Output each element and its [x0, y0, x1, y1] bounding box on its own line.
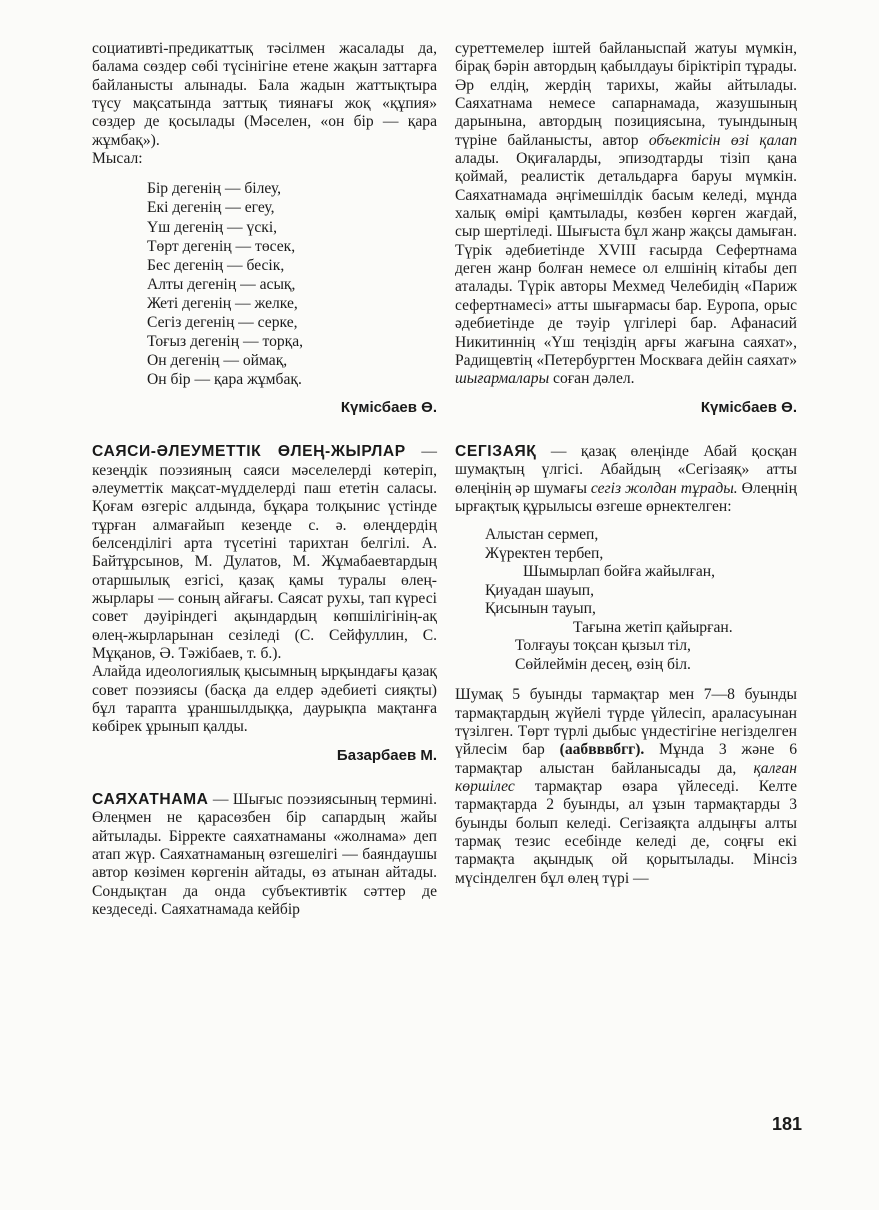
poem-line: Тағына жетіп қайырған. [573, 618, 733, 636]
example-verse [147, 179, 437, 389]
verse-line: Бес дегенің — бесік, [147, 256, 285, 274]
entry-body: — кезеңдік поэзияның саяси мәселелерді көтеріп, әлеуметтік мақсат-мүдделерді паш ететін саласы. Қоғам өзгеріс алдында, бұқара толқынис үстінде тұрған алмағайып кезеңде с. ә. өлеңдердің белсенділігі арта түсетіні тарихтан белгілі. А. Байтұрсынов, М. Дулатов, М. Жұмабаевтардың отаршылық езгісі, қазақ қамы туралы өлең-жырлары — соның айғағы. Саясат рухы, тап күресі совет дәуіріндегі ақындардың көпшілігінің-ақ өлең-жырларынан сезіледі (С. Сейфуллин, С. Мұқанов, Ә. Тәжібаев, т. б.). [92, 443, 437, 663]
right-column [455, 40, 797, 888]
entry-segizaiaq [455, 443, 797, 516]
text-run: — қазақ өлеңінде Абай қосқан шумақтың үлгісі. Абайдың «Сегізаяқ» атты өлеңінің әр шумағы [455, 442, 797, 497]
text-run: соған дәлел. [549, 370, 635, 388]
entry-saiasi-para2: Алайда идеологиялық қысымның ырқындағы қазақ совет поэзиясы (басқа да елдер әдебиеті сияқты) бұл тарапта ұраншылдыққа, даурықпа мақтанға көбірек ұрынып қалды. [92, 663, 437, 736]
entry-heading: САЯСИ-ӘЛЕУМЕТТІК ӨЛЕҢ-ЖЫРЛАР [92, 443, 406, 461]
verse-line: Алты дегенің — асық, [147, 275, 296, 293]
verse-line: Екі дегенің — егеу, [147, 199, 275, 217]
text-run: алады. Оқиғаларды, эпизодтарды тізіп қана қоймай, реалистік детальдарға баруы мүмкін. Саяхатнамада әңгімешілдік басым келеді, мұнда халық өмірі қамтылады, көзбен көрген жағдай, сыр шертіледі. Шығыста бұл жанр жақсы дамыған. Түрік әдебиетінде XVIII ғасырда Сефертнама деген жанр болған немесе ол елшінің кітабы деп аталады. Түрік авторы Мехмед Челебидің «Париж сефертнамесі» атты шығармасы бар. Еуропа, орыс әдебиетінде де тәуір үлгілері бар. Афанасий Никитиннің «Үш теңіздің арғы жағына саяхат», Радищевтің «Петербургтен Москваға дейін саяхат» [455, 150, 797, 369]
text-run: тармақтар өзара үйлеседі. Келте тармақтарда 2 буынды, ал ұзын тармақтарды 3 буынды болып келеді. Сегізаяқта алдыңғы алты тармақ тезис есебінде келеді де, соңғы екі тармақта ақындық ой қорытылады. Мінсіз мүсінделген бұл өлең түрі — [455, 777, 797, 887]
emphasis-text: шығармалары [455, 370, 550, 388]
entry-saiakhatnama-continued [455, 40, 797, 389]
entry-segizaiaq-para2 [455, 686, 797, 888]
entry-saiakhatnama [92, 791, 437, 919]
poem-line: Шымырлап бойға жайылған, [523, 563, 716, 581]
verse-line: Он бір — қара жұмбақ. [147, 370, 302, 388]
entry-heading: САЯХАТНАМА [92, 791, 209, 809]
poem-line: Алыстан сермеп, [485, 526, 599, 544]
emphasis-text: объектісін өзі қалап [648, 131, 798, 149]
entry-body: — Шығыс поэзиясының термині. Өлеңмен не қарасөзбен бір сапардың жайы айтылады. Бірректе саяхатнаманы «жолнама» деп атап жүр. Саяхатнаманың өзгешелігі — баяндаушы автор көзімен көргенін айтады, өз атынан айтады. Сондықтан да онда субъективтік сәттер де кездеседі. Саяхатнамада кейбір [92, 791, 437, 919]
emphasis-text: сегіз жолдан тұрады. [590, 479, 738, 497]
rhyme-scheme: (аабвввбгг). [559, 741, 645, 759]
page-number: 181 [772, 1114, 803, 1134]
entry-saiasi [92, 443, 437, 663]
verse-line: Он дегенің — оймақ, [147, 351, 288, 369]
verse-line: Төрт дегенің — төсек, [147, 237, 296, 255]
author-signature: Күмісбаев Ө. [700, 398, 797, 416]
verse-line: Тоғыз дегенің — торқа, [147, 332, 304, 350]
author-signature: Күмісбаев Ө. [340, 398, 437, 416]
example-label: Мысал: [92, 150, 143, 168]
poem-line: Толғауы тоқсан қызыл тіл, [515, 637, 691, 655]
poem-example [485, 526, 797, 674]
poem-line: Жүректен тербеп, [485, 544, 604, 562]
poem-line: Сөйлеймін десең, өзің біл. [515, 655, 691, 673]
verse-line: Сегіз дегенің — серке, [147, 313, 298, 331]
author-signature: Базарбаев М. [336, 746, 437, 764]
emphasis-text: қалған көршілес [455, 759, 797, 795]
text-run: Өлеңнің ырғақтық құрылысы өзгеше өрнектелген: [455, 479, 797, 515]
poem-line: Қиуадан шауып, [485, 581, 595, 599]
text-run: Шумақ 5 буынды тармақтар мен 7—8 буынды тармақтардың жүйелі түрде үйлесіп, араласуынан түзілген. Төрт түрлі дыбыс үндестігіне негізделген үйлесім бар [455, 686, 797, 759]
left-column [92, 40, 437, 920]
verse-line: Бір дегенің — білеу, [147, 180, 282, 198]
entry-heading: СЕГІЗАЯҚ [455, 442, 537, 460]
poem-line: Қисынын тауып, [485, 600, 596, 618]
text-run: Мұнда 3 және 6 тармақтар алыстан байланысады да, [455, 741, 798, 777]
intro-paragraph: социативті-предикаттық тәсілмен жасалады да, балама сөздер сөбі түсінігіне етене жақын заттарға байланысты алынады. Бала жадын жаттықтыра түсу мақсатында заттық тиянағы жоқ «құпия» сөздер де қосылады (Мәселен, «он бір — қара жұмбақ»). [92, 40, 437, 149]
text-run: суреттемелер іштей байланыспай жатуы мүмкін, бірақ бәрін автордың қабылдауы біріктіріп тұрады. Әр елдің, жердің тарихы, жайы айтылады. Саяхатнама немесе сапарнамада, жазушының дарынына, автордың позициясына, туындының түріне байланысты, автор [455, 40, 797, 149]
verse-line: Жеті дегенің — желке, [147, 294, 298, 312]
verse-line: Үш дегенің — үскі, [147, 218, 278, 236]
